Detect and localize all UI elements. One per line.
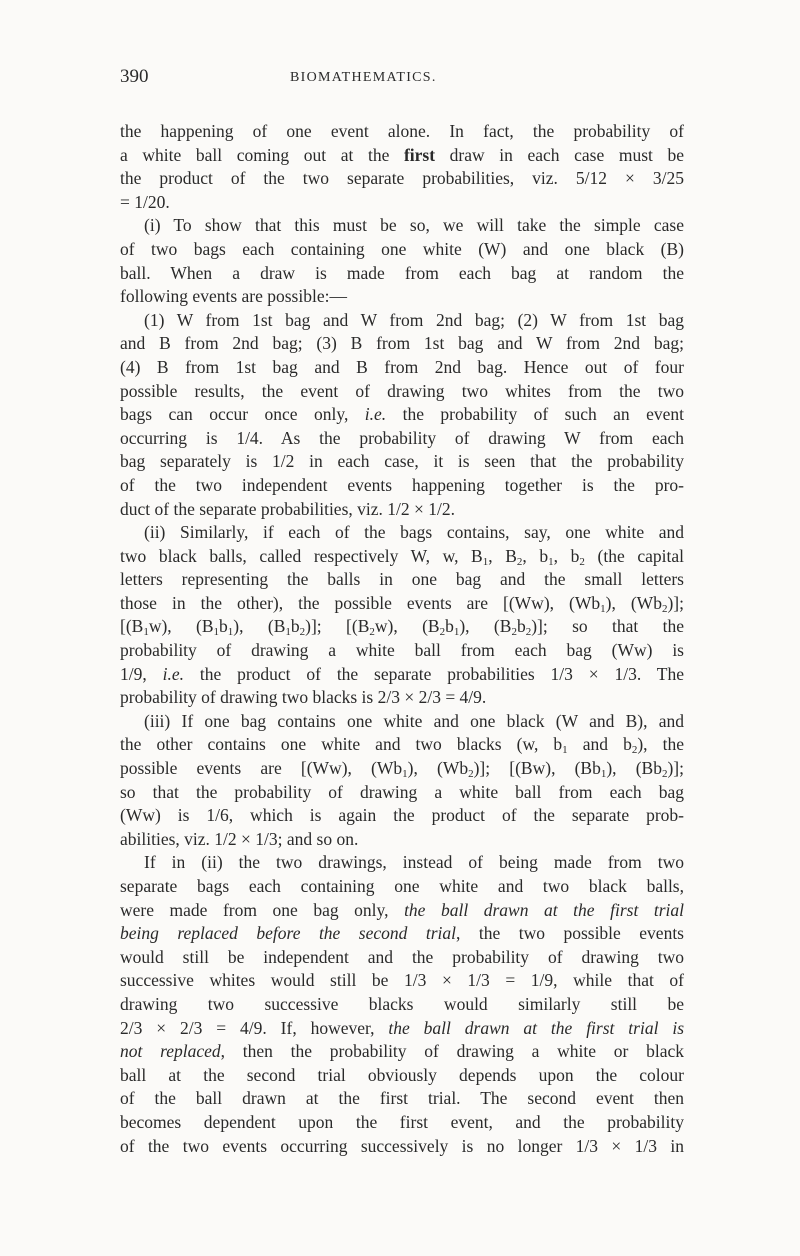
text-line: the happening of one event alone. In fact, the probability of (120, 121, 684, 141)
text-line: 1/9, i.e. the product of the separate probabilities 1/3 × 1/3. The (120, 663, 684, 684)
text-line: (iii) If one bag contains one white and one black (W and B), and (144, 710, 684, 731)
body-text (120, 120, 684, 1158)
text-line: the product of the two separate probabilities, viz. 5/12 × 3/25 (120, 168, 684, 189)
text-line: (Ww) is 1/6, which is again the product of the separate prob- (120, 805, 684, 826)
text-line: bag separately is 1/2 in each case, it is seen that the probability (120, 451, 684, 472)
text-line: = 1/20. (120, 191, 170, 212)
text-line: If in (ii) the two drawings, instead of being made from two (144, 852, 684, 873)
text-line: of the two events occurring successively is no longer 1/3 × 1/3 in (120, 1135, 684, 1156)
text-line: possible results, the event of drawing two whites from the two (120, 380, 684, 401)
text-line: drawing two successive blacks would similarly still be (120, 993, 684, 1014)
text-line: (i) To show that this must be so, we will take the simple case (144, 215, 684, 236)
text-line: of two bags each containing one white (W) and one black (B) (120, 238, 684, 259)
text-line: and B from 2nd bag; (3) B from 1st bag and W from 2nd bag; (120, 333, 684, 354)
text-line: following events are possible:— (120, 286, 347, 307)
text-line: [$(B_1w)$, $(B_1b_1)$, $(B_1b_2)$]; [$(B_2w)$, $(B_2b_1)$, $(B_2b_2)$]; so that the (120, 616, 685, 639)
running-head: BIOMATHEMATICS. (290, 70, 437, 85)
text-line: probability of drawing a white ball from each bag (Ww) is (120, 640, 684, 661)
text-line: those in the other), the possible events are [(Ww), $(Wb_1)$, $(Wb_2)$]; (120, 592, 684, 615)
text-line: successive whites would still be 1/3 × 1/3 = 1/9, while that of (120, 970, 684, 991)
text-line: ball. When a draw is made from each bag at random the (120, 262, 684, 283)
text-line: 2/3 × 2/3 = 4/9. If, however, the ball drawn at the first trial is (120, 1017, 685, 1038)
page-header (120, 66, 680, 90)
text-line: separate bags each containing one white and two black balls, (120, 876, 684, 896)
text-line: probability of drawing two blacks is 2/3 × 2/3 = 4/9. (120, 687, 487, 708)
text-line: were made from one bag only, the ball drawn at the first trial (120, 899, 684, 920)
text-line: occurring is 1/4. As the probability of drawing W from each (120, 427, 684, 448)
text-line: a white ball coming out at the first draw in each case must be (120, 144, 684, 165)
text-line: of the ball drawn at the first trial. The second event then (120, 1088, 684, 1109)
text-line: letters representing the balls in one bag and the small letters (120, 569, 684, 590)
text-line: (ii) Similarly, if each of the bags contains, say, one white and (144, 522, 684, 543)
text-line: of the two independent events happening together is the pro- (120, 474, 684, 495)
text-line: the other contains one white and two blacks (w, $b_1$ and $b_2$), the (120, 734, 684, 757)
page-number: 390 (120, 66, 149, 87)
text-line: two black balls, called respectively W, w, $B_1$, $B_2$, $b_1$, $b_2$ (the capital (120, 545, 684, 568)
text-line: duct of the separate probabilities, viz. 1/2 × 1/2. (120, 498, 455, 519)
text-line: becomes dependent upon the first event, and the probability (120, 1111, 684, 1132)
text-line: abilities, viz. 1/2 × 1/3; and so on. (120, 828, 359, 849)
text-line: possible events are [(Ww), $(Wb_1)$, $(Wb_2)$]; [(Bw), $(Bb_1)$, $(Bb_2)$]; (120, 758, 684, 781)
text-line: being replaced before the second trial, the two possible events (120, 923, 684, 944)
text-line: would still be independent and the probability of drawing two (120, 946, 684, 967)
text-line: not replaced, then the probability of drawing a white or black (120, 1041, 684, 1062)
text-line: (1) W from 1st bag and W from 2nd bag; (2) W from 1st bag (144, 309, 684, 330)
text-line: (4) B from 1st bag and B from 2nd bag. Hence out of four (120, 356, 684, 377)
text-line: so that the probability of drawing a white ball from each bag (120, 781, 684, 802)
text-line: bags can occur once only, i.e. the probability of such an event (120, 404, 684, 425)
text-line: ball at the second trial obviously depends upon the colour (120, 1064, 684, 1085)
